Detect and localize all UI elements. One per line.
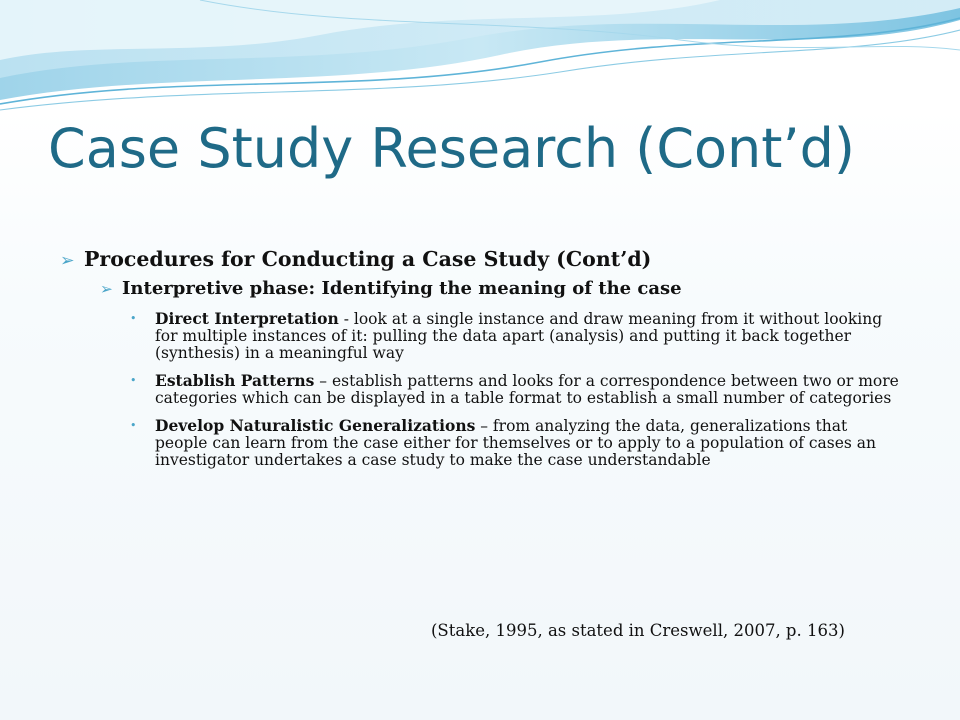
bullet-level-2-text: Interpretive phase: Identifying the meaning of the case [122,278,682,299]
dot-bullet-icon: • [130,374,137,387]
dot-bullet-icon: • [130,419,137,432]
list-item [130,372,900,407]
bullet-level-1-text: Procedures for Conducting a Case Study (Cont’d) [84,247,652,271]
bullet-level-2 [100,278,910,299]
decorative-wave-header [0,0,960,120]
arrow-bullet-icon: ➢ [100,280,113,298]
bullet-term: Develop Naturalistic Generalizations [155,416,476,435]
dot-bullet-icon: • [130,312,137,325]
slide-title: Case Study Research (Cont’d) [48,117,855,180]
bullet-term: Direct Interpretation [155,309,339,328]
bullet-text: – establish patterns and looks for a correspondence between two or more categories which can be displayed in a table format to establish a small number of categories [155,372,899,407]
list-item [130,310,900,362]
bullet-term: Establish Patterns [155,371,315,390]
bullet-level-1 [60,247,910,271]
bullet-text: – from analyzing the data, generalizations that people can learn from the case either for themselves or to apply to a population of cases an investigator undertakes a case study to make the case understandable [155,417,877,469]
bullet-text: - look at a single instance and draw meaning from it without looking for multiple instances of it: pulling the data apart (analysis) and putting it back together (synthesis) in a meaningful way [155,310,883,362]
arrow-bullet-icon: ➢ [60,251,75,271]
sub-bullet-list [130,310,900,469]
citation: (Stake, 1995, as stated in Creswell, 2007, p. 163) [431,621,845,640]
slide-content [60,247,910,479]
list-item [130,417,900,469]
